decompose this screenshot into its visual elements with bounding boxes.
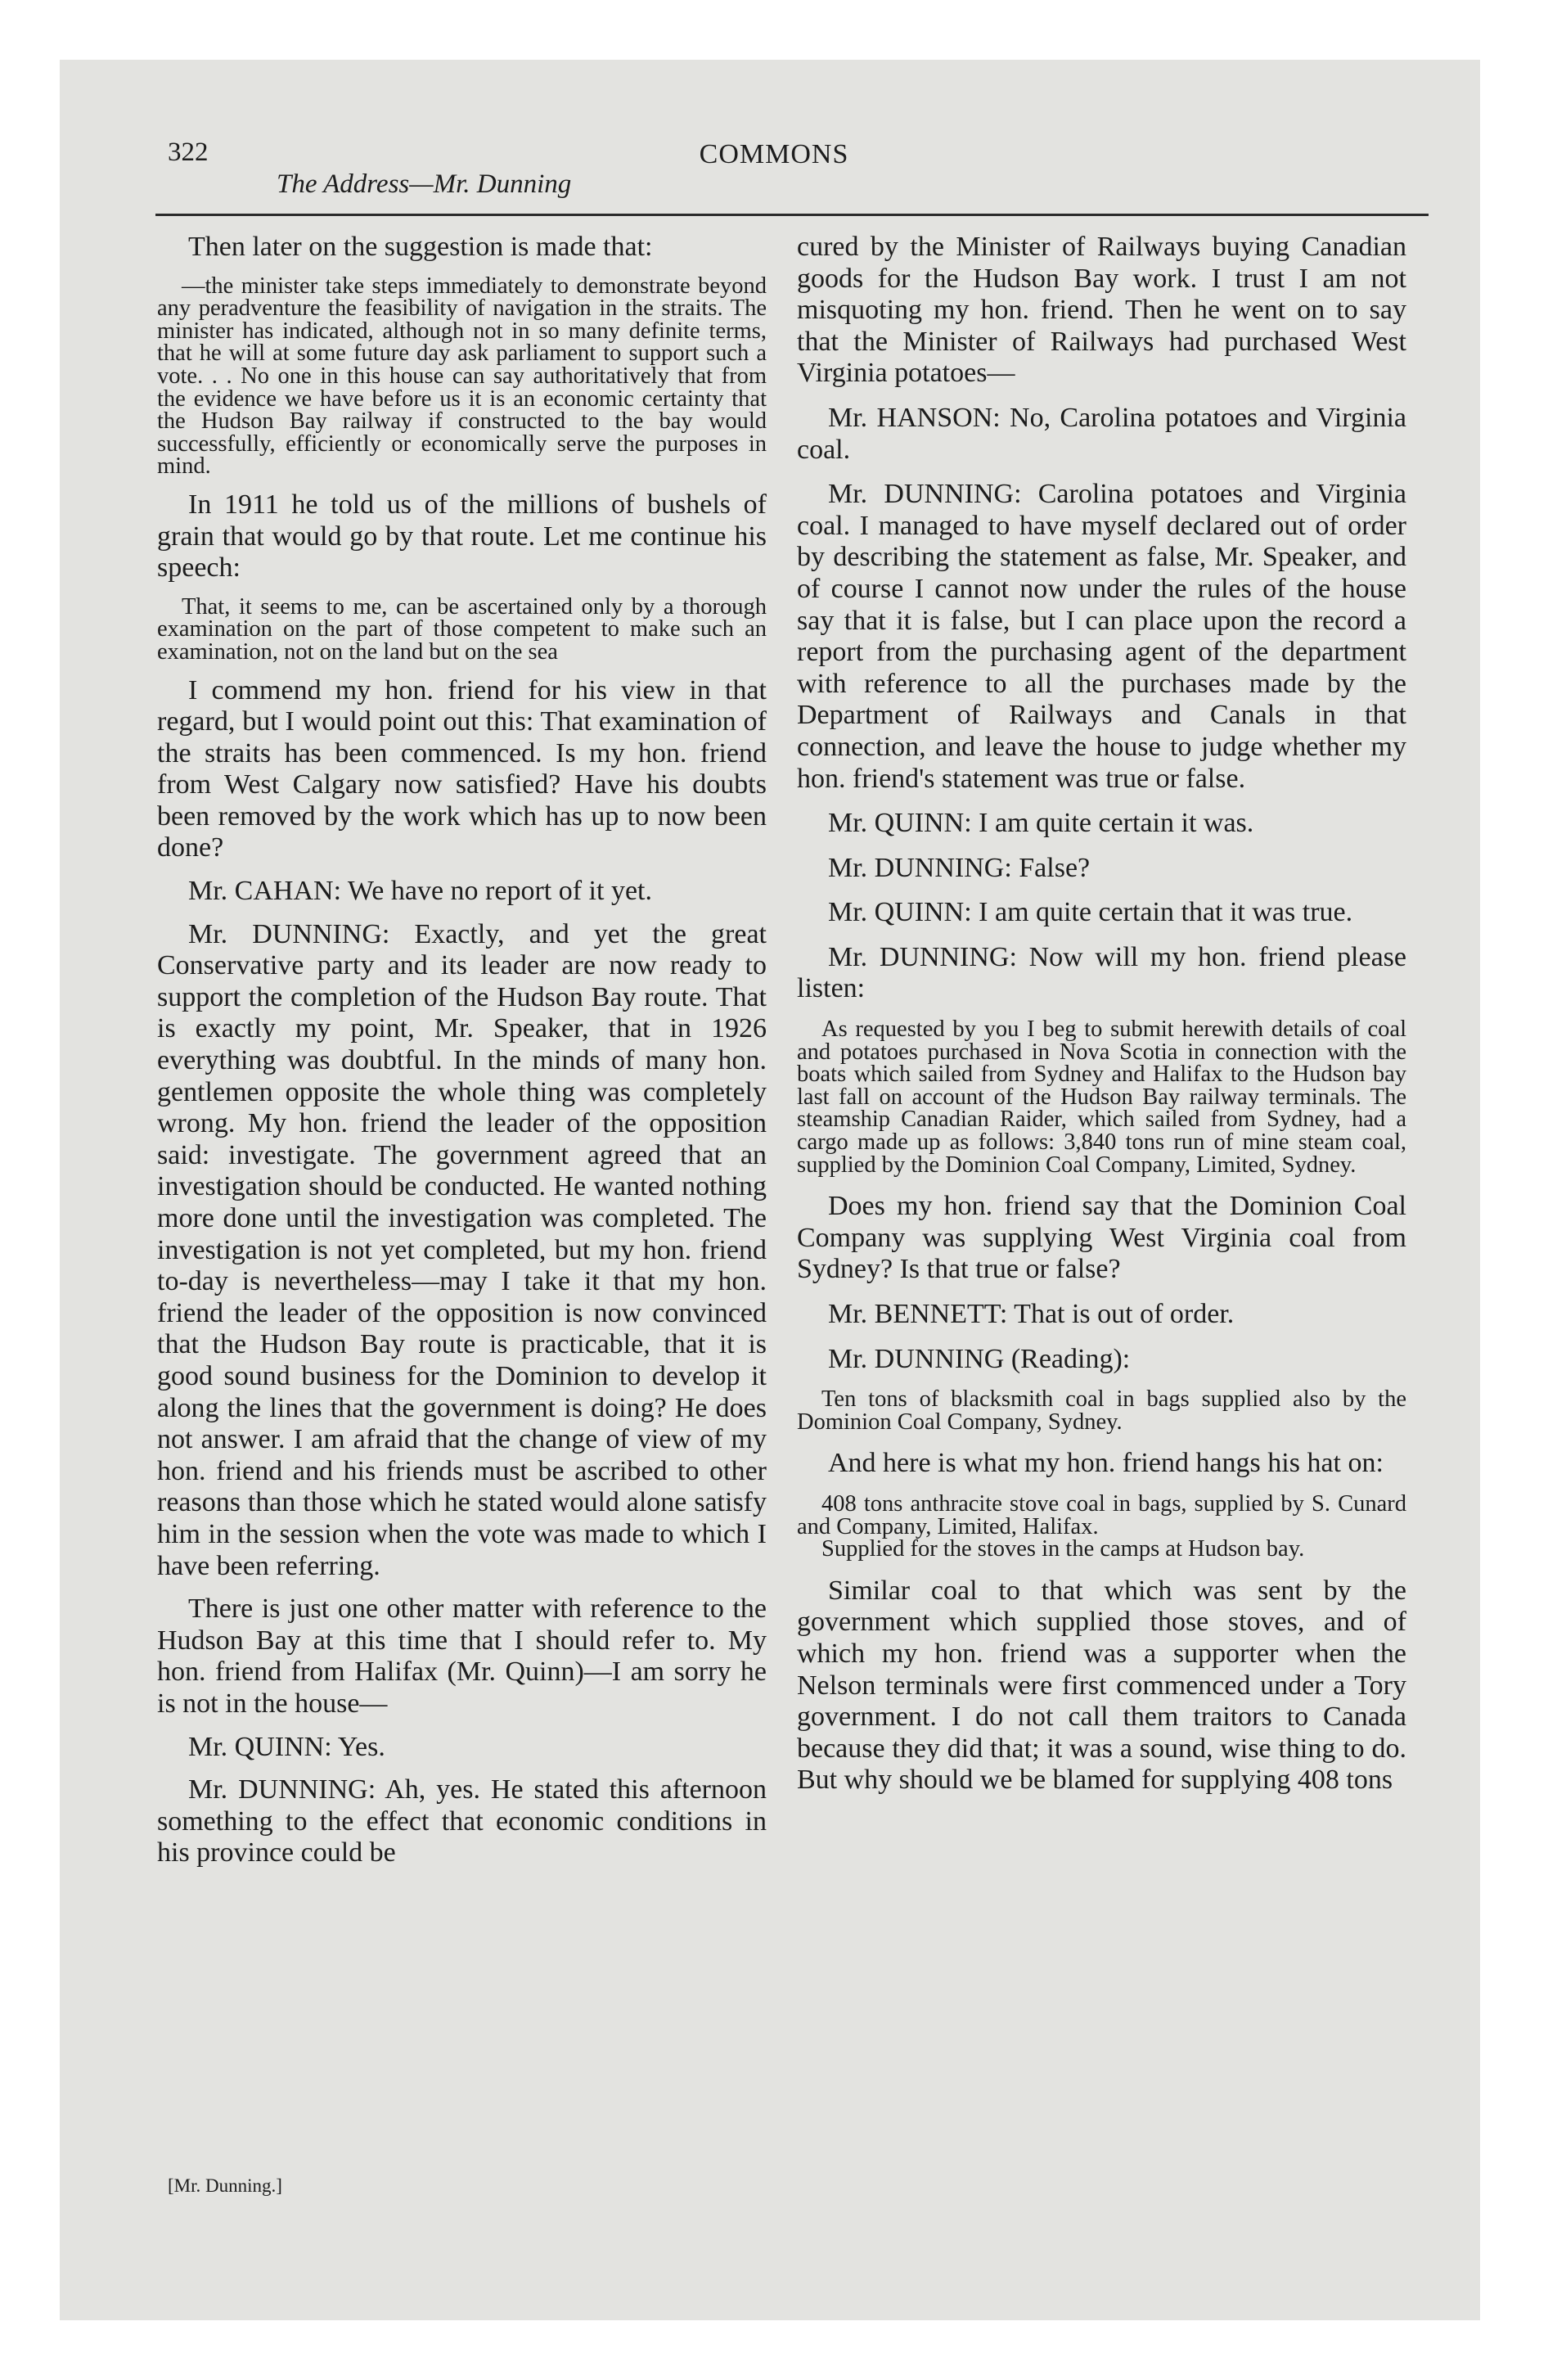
speaker-paragraph: Mr. CAHAN: We have no report of it yet.	[188, 876, 652, 907]
quoted-passage: Ten tons of blacksmith coal in bags supplied also by the Dominion Coal Company, Sydney.	[797, 1386, 1406, 1435]
running-subtitle: The Address—Mr. Dunning	[277, 169, 572, 199]
speaker-paragraph: Mr. DUNNING: Ah, yes. He stated this afternoon something to the effect that economic conditions in his province could be	[157, 1774, 767, 1868]
speaker-paragraph: Mr. QUINN: I am quite certain that it was true.	[828, 897, 1353, 928]
header-rule	[155, 214, 1429, 216]
quoted-passage: —the minister take steps immediately to demonstrate beyond any peradventure the feasibility of navigation in the straits. The minister has indicated, although not in so many definite terms, that he will at some future day ask parliament to support such a vote. . . No one in this house can say authoritatively that from the evidence we have before us it is an economic certainty that the Hudson Bay railway if constructed to the bay would successfully, efficiently or economically serve the purposes in mind.	[157, 273, 767, 480]
speaker-paragraph: Mr. DUNNING: Carolina potatoes and Virginia coal. I managed to have myself declared out of order by describing the statement as false, Mr. Speaker, and of course I cannot now under the rules of the house say that it is false, but I can place upon the record a report from the purchasing agent of the department with reference to all the purchases made by the Department of Railways and Canals in that connection, and leave the house to judge whether my hon. friend's statement was true or false.	[797, 479, 1406, 794]
paragraph: I commend my hon. friend for his view in that regard, but I would point out this: That examination of the straits has been commenced. Is my hon. friend from West Calgary now satisfied? Have his doubts been removed by the work which has up to now been done?	[157, 674, 767, 863]
footer-speaker-ref: [Mr. Dunning.]	[168, 2175, 282, 2196]
page-number: 322	[168, 137, 209, 167]
speaker-paragraph: Mr. BENNETT: That is out of order.	[828, 1299, 1235, 1329]
quoted-passage: That, it seems to me, can be ascertained only by a thorough examination on the part of those competent to make such an examination, not on the land but on the sea	[157, 593, 767, 665]
quoted-passage: As requested by you I beg to submit herewith details of coal and potatoes purchased in Nova Scotia in connection with the boats which sailed from Sydney and Halifax to the Hudson bay last fall on account of the Hudson Bay railway terminals. The steamship Canadian Raider, which sailed from Sydney, had a cargo made up as follows: 3,840 tons run of mine steam coal, supplied by the Dominion Coal Company, Limited, Sydney.	[797, 1016, 1406, 1178]
speaker-paragraph: Mr. DUNNING: Exactly, and yet the great Conservative party and its leader are now ready to support the completion of the Hudson Bay route. That is exactly my point, Mr. Speaker, that in 1926 everything was doubtful. In the minds of many hon. gentlemen opposite the whole thing was completely wrong. My hon. friend the leader of the opposition said: investigate. The government agreed that an investigation should be conducted. He wanted nothing more done until the investigation was completed. The investigation is not yet completed, but my hon. friend to-day is nevertheless—may I take it that my hon. friend the leader of the opposition is now convinced that the Hudson Bay route is practicable, that it is good sound business for the Dominion to develop it along the lines that the government is doing? He does not answer. I am afraid that the change of view of my hon. friend and his friends must be ascribed to other reasons than those which he stated would alone satisfy him in the session when the vote was made to which I have been referring.	[157, 918, 767, 1581]
speaker-paragraph: Mr. DUNNING: Now will my hon. friend please listen:	[797, 941, 1406, 1004]
page-title: COMMONS	[699, 139, 849, 169]
speaker-paragraph: Mr. QUINN: Yes.	[188, 1731, 385, 1762]
speaker-paragraph: Mr. QUINN: I am quite certain it was.	[828, 808, 1254, 839]
quoted-passage: 408 tons anthracite stove coal in bags, supplied by S. Cunard and Company, Limited, Halifax.	[797, 1490, 1406, 1539]
speaker-paragraph: Mr. DUNNING (Reading):	[828, 1343, 1131, 1374]
paragraph: In 1911 he told us of the millions of bushels of grain that would go by that route. Let me continue his speech:	[157, 489, 767, 584]
speaker-paragraph: Mr. HANSON: No, Carolina potatoes and Virginia coal.	[797, 402, 1406, 465]
right-column	[797, 232, 1406, 1810]
paragraph: Does my hon. friend say that the Dominion Coal Company was supplying West Virginia coal from Sydney? Is that true or false?	[797, 1191, 1406, 1285]
quoted-passage: Supplied for the stoves in the camps at Hudson bay.	[821, 1536, 1305, 1562]
left-column	[157, 232, 767, 1881]
paragraph: Then later on the suggestion is made that:	[188, 232, 653, 262]
paragraph: And here is what my hon. friend hangs his hat on:	[828, 1448, 1384, 1479]
paragraph: There is just one other matter with reference to the Hudson Bay at this time that I should refer to. My hon. friend from Halifax (Mr. Quinn)—I am sorry he is not in the house—	[157, 1593, 767, 1719]
paragraph-continued: cured by the Minister of Railways buying Canadian goods for the Hudson Bay work. I trust I am not misquoting my hon. friend. Then he went on to say that the Minister of Railways had purchased West Virginia potatoes—	[797, 232, 1406, 389]
paragraph: Similar coal to that which was sent by the government which supplied those stoves, and of which my hon. friend was a supporter when the Nelson terminals were first commenced under a Tory government. I do not call them traitors to Canada because they did that; it was a sound, wise thing to do. But why should we be blamed for supplying 408 tons	[797, 1575, 1406, 1796]
speaker-paragraph: Mr. DUNNING: False?	[828, 852, 1091, 883]
